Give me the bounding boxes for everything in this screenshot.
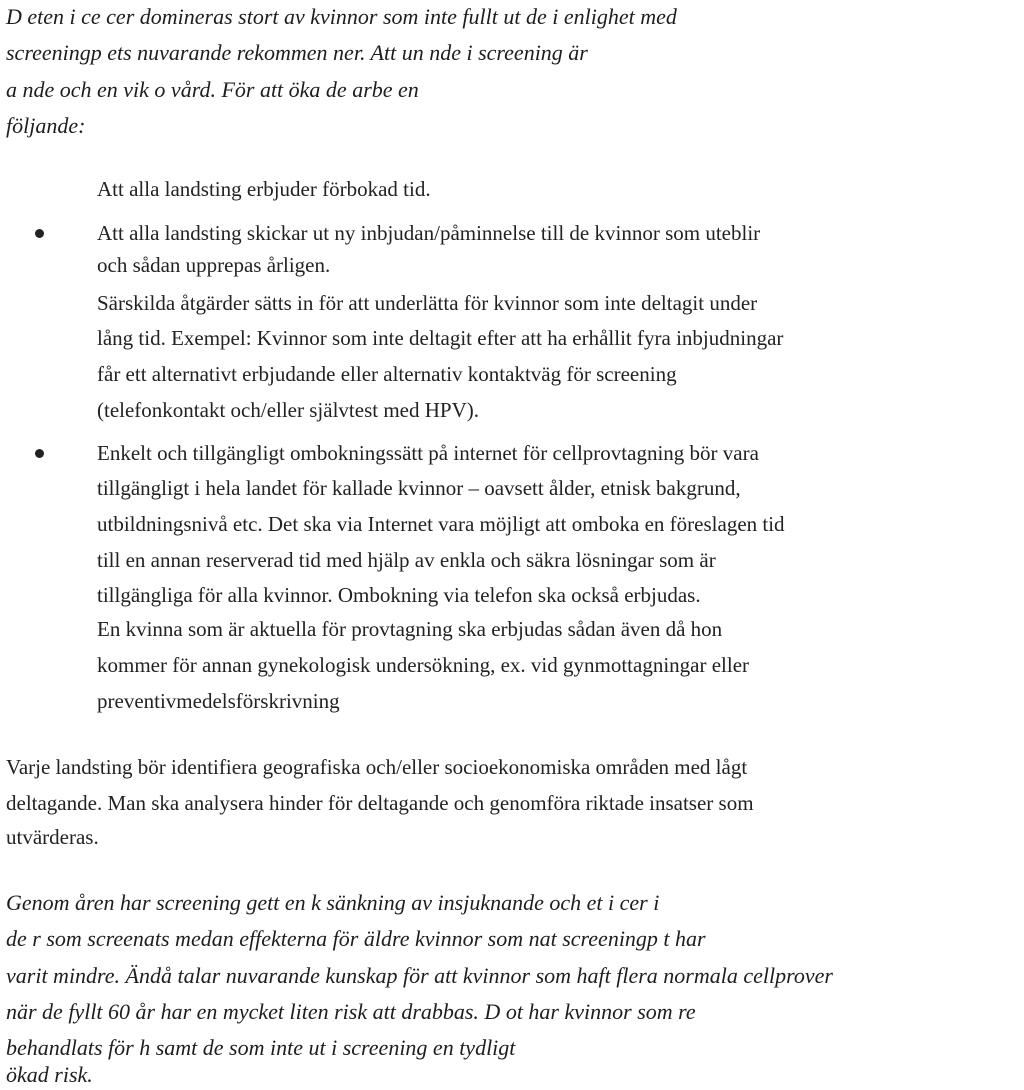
closing-line: när de fyllt 60 år har en mycket liten risk att drabbas. D ot har kvinnor som re — [6, 999, 696, 1024]
paragraph-line: utvärderas. — [6, 825, 99, 849]
list-item: Särskilda åtgärder sätts in för att underlätta för kvinnor som inte deltagit under — [97, 291, 758, 315]
closing-line: Genom åren har screening gett en k sänkning av insjuknande och et i cer i — [6, 890, 660, 915]
list-item: lång tid. Exempel: Kvinnor som inte deltagit efter att ha erhållit fyra inbjudningar — [97, 326, 784, 350]
bullet-marker — [35, 449, 44, 458]
intro-line: D eten i ce cer domineras stort av kvinnor som inte fullt ut de i enlighet med — [6, 4, 677, 29]
paragraph-line: deltagande. Man ska analysera hinder för deltagande och genomföra riktade insatser som — [6, 791, 754, 815]
list-item: Att alla landsting erbjuder förbokad tid. — [97, 177, 431, 201]
list-item: utbildningsnivå etc. Det ska via Internet vara möjligt att omboka en föreslagen tid — [97, 512, 785, 536]
bullet-marker — [35, 229, 44, 238]
intro-line: följande: — [6, 113, 86, 138]
list-item: (telefonkontakt och/eller självtest med HPV). — [97, 398, 479, 422]
list-item: tillgängligt i hela landet för kallade kvinnor – oavsett ålder, etnisk bakgrund, — [97, 476, 741, 500]
list-item: En kvinna som är aktuella för provtagning ska erbjudas sådan även då hon — [97, 617, 723, 641]
intro-line: a nde och en vik o vård. För att öka de arbe en — [6, 77, 419, 102]
list-item: och sådan upprepas årligen. — [97, 253, 331, 277]
intro-line: screeningp ets nuvarande rekommen ner. Att un nde i screening är — [6, 40, 588, 65]
list-item: kommer för annan gynekologisk undersökning, ex. vid gynmottagningar eller — [97, 653, 750, 677]
list-item: Enkelt och tillgängligt ombokningssätt på internet för cellprovtagning bör vara — [97, 441, 759, 465]
list-item: får ett alternativt erbjudande eller alternativ kontaktväg för screening — [97, 362, 677, 386]
list-item: till en annan reserverad tid med hjälp av enkla och säkra lösningar som är — [97, 548, 716, 572]
closing-line: ökad risk. — [6, 1062, 93, 1087]
closing-line: varit mindre. Ändå talar nuvarande kunskap för att kvinnor som haft flera normala cellprover — [6, 963, 833, 988]
closing-line: de r som screenats medan effekterna för äldre kvinnor som nat screeningp t har — [6, 926, 706, 951]
paragraph-line: Varje landsting bör identifiera geografiska och/eller socioekonomiska områden med lågt — [6, 755, 748, 779]
list-item: preventivmedelsförskrivning — [97, 689, 340, 713]
closing-line: behandlats för h samt de som inte ut i screening en tydligt — [6, 1035, 516, 1060]
list-item: Att alla landsting skickar ut ny inbjudan/påminnelse till de kvinnor som uteblir — [97, 221, 761, 245]
list-item: tillgängliga för alla kvinnor. Ombokning via telefon ska också erbjudas. — [97, 583, 701, 607]
